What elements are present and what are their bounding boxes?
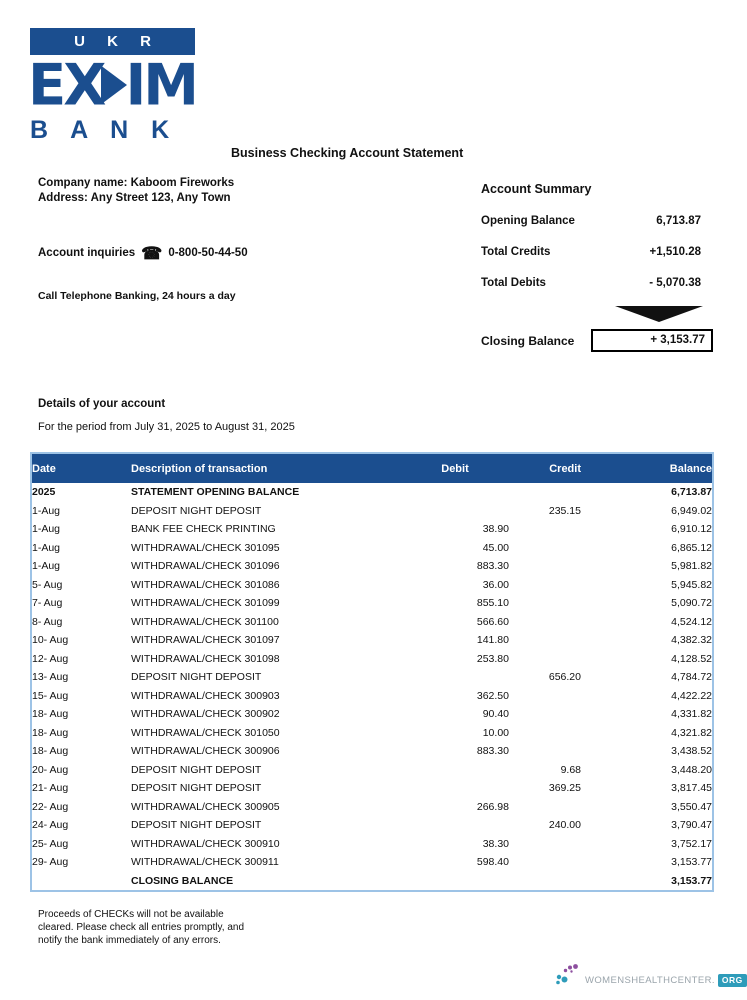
table-row [31,853,713,872]
summary-row-opening-balance [481,215,713,227]
cell-description: WITHDRAWAL/CHECK 301097 [131,631,401,650]
column-header-credit: Credit [509,453,581,483]
cell-date: 1-Aug [31,502,131,521]
cell-balance: 3,550.47 [581,798,713,817]
cell-credit [509,705,581,724]
page-title: Business Checking Account Statement [231,146,464,160]
logo-exim-wordmark [28,51,210,119]
closing-balance-value: + 3,153.77 [591,329,713,352]
table-row [31,613,713,632]
table-row [31,779,713,798]
summary-row-total-credits [481,246,713,258]
cell-date: 15- Aug [31,687,131,706]
logo-ukr-text: U K R [74,33,160,50]
cell-debit: 883.30 [401,557,509,576]
cell-balance: 5,945.82 [581,576,713,595]
summary-row-total-debits [481,277,713,289]
cell-credit: 369.25 [509,779,581,798]
cell-description: WITHDRAWAL/CHECK 301100 [131,613,401,632]
cell-debit: 45.00 [401,539,509,558]
cell-date: 13- Aug [31,668,131,687]
cell-description: STATEMENT OPENING BALANCE [131,483,401,502]
watermark-org-badge: ORG [718,974,747,987]
disclaimer-line: cleared. Please check all entries promptly, and [38,922,245,933]
table-row [31,668,713,687]
cell-debit [401,872,509,892]
table-row [31,650,713,669]
summary-value: +1,510.28 [649,246,701,258]
cell-date: 18- Aug [31,724,131,743]
cell-date: 1-Aug [31,520,131,539]
cell-balance: 4,784.72 [581,668,713,687]
table-row [31,594,713,613]
cell-description: CLOSING BALANCE [131,872,401,892]
cell-debit: 38.90 [401,520,509,539]
cell-credit [509,613,581,632]
cell-balance: 3,448.20 [581,761,713,780]
cell-date: 7- Aug [31,594,131,613]
logo-exim-right: IM [125,51,196,119]
cell-date: 22- Aug [31,798,131,817]
table-row [31,631,713,650]
cell-debit: 38.30 [401,835,509,854]
cell-description: WITHDRAWAL/CHECK 300905 [131,798,401,817]
column-header-balance: Balance [581,453,713,483]
table-row [31,576,713,595]
table-row [31,761,713,780]
cell-balance: 3,153.77 [581,872,713,892]
cell-credit [509,872,581,892]
cell-description: WITHDRAWAL/CHECK 300906 [131,742,401,761]
cell-credit: 9.68 [509,761,581,780]
cell-debit [401,761,509,780]
cell-debit: 36.00 [401,576,509,595]
cell-balance: 6,910.12 [581,520,713,539]
cell-description: WITHDRAWAL/CHECK 301098 [131,650,401,669]
watermark-dots-icon [556,964,582,986]
cell-credit [509,483,581,502]
cell-balance: 6,713.87 [581,483,713,502]
statement-period: For the period from July 31, 2025 to August 31, 2025 [38,421,295,433]
cell-description: DEPOSIT NIGHT DEPOSIT [131,502,401,521]
cell-credit: 235.15 [509,502,581,521]
column-header-debit: Debit [401,453,509,483]
cell-description: DEPOSIT NIGHT DEPOSIT [131,761,401,780]
footer-disclaimer [38,908,244,947]
cell-debit: 141.80 [401,631,509,650]
cell-date: 25- Aug [31,835,131,854]
cell-credit [509,576,581,595]
cell-date: 20- Aug [31,761,131,780]
cell-credit [509,650,581,669]
column-header-date: Date [31,453,131,483]
cell-description: DEPOSIT NIGHT DEPOSIT [131,668,401,687]
account-inquiries-line [38,243,248,263]
cell-debit [401,668,509,687]
cell-balance: 4,128.52 [581,650,713,669]
company-block [38,176,234,205]
account-summary-title: Account Summary [481,182,592,196]
cell-description: WITHDRAWAL/CHECK 300911 [131,853,401,872]
cell-description: WITHDRAWAL/CHECK 300910 [131,835,401,854]
summary-label: Total Debits [481,277,546,289]
cell-date: 18- Aug [31,705,131,724]
cell-date: 24- Aug [31,816,131,835]
cell-description: WITHDRAWAL/CHECK 301050 [131,724,401,743]
cell-credit [509,631,581,650]
cell-debit: 855.10 [401,594,509,613]
cell-description: WITHDRAWAL/CHECK 300903 [131,687,401,706]
cell-description: BANK FEE CHECK PRINTING [131,520,401,539]
cell-date: 10- Aug [31,631,131,650]
cell-balance: 4,382.32 [581,631,713,650]
cell-description: DEPOSIT NIGHT DEPOSIT [131,779,401,798]
cell-debit: 253.80 [401,650,509,669]
cell-date: 21- Aug [31,779,131,798]
cell-balance: 5,090.72 [581,594,713,613]
company-name: Company name: Kaboom Fireworks [38,177,235,189]
telephone-icon: ☎ [141,243,163,263]
table-row [31,502,713,521]
cell-balance: 3,438.52 [581,742,713,761]
cell-debit: 10.00 [401,724,509,743]
closing-balance-label: Closing Balance [481,333,575,348]
cell-date: 12- Aug [31,650,131,669]
cell-balance: 3,817.45 [581,779,713,798]
table-row [31,520,713,539]
table-row [31,742,713,761]
cell-balance: 4,422.22 [581,687,713,706]
cell-balance: 6,949.02 [581,502,713,521]
company-address: Address: Any Street 123, Any Town [38,191,231,204]
cell-credit [509,853,581,872]
cell-balance: 4,331.82 [581,705,713,724]
summary-value: - 5,070.38 [649,277,701,289]
cell-debit: 90.40 [401,705,509,724]
cell-credit [509,539,581,558]
cell-description: WITHDRAWAL/CHECK 301096 [131,557,401,576]
cell-credit [509,520,581,539]
cell-date [31,872,131,892]
logo-bank-text: B A N K [30,116,178,144]
closing-balance-row [481,329,713,352]
site-watermark [556,964,747,987]
bank-logo [30,28,210,145]
cell-date: 8- Aug [31,613,131,632]
cell-date: 18- Aug [31,742,131,761]
cell-balance: 3,752.17 [581,835,713,854]
table-row [31,872,713,892]
cell-date: 1-Aug [31,539,131,558]
table-header-row [31,453,713,483]
cell-debit: 598.40 [401,853,509,872]
disclaimer-line: notify the bank immediately of any errors. [38,935,221,946]
summary-label: Opening Balance [481,215,575,227]
logo-arrow-icon [101,66,127,105]
cell-debit: 266.98 [401,798,509,817]
cell-date: 29- Aug [31,853,131,872]
cell-credit [509,724,581,743]
inquiries-phone-number: 0-800-50-44-50 [168,247,248,259]
table-row [31,724,713,743]
telephone-banking-line: Call Telephone Banking, 24 hours a day [38,290,236,302]
table-row [31,557,713,576]
table-row [31,835,713,854]
cell-date: 1-Aug [31,557,131,576]
cell-balance: 6,865.12 [581,539,713,558]
cell-credit [509,594,581,613]
cell-debit: 362.50 [401,687,509,706]
cell-credit [509,687,581,706]
disclaimer-line: Proceeds of CHECKs will not be available [38,909,224,920]
cell-description: WITHDRAWAL/CHECK 301086 [131,576,401,595]
table-row [31,483,713,502]
cell-debit [401,483,509,502]
cell-credit: 656.20 [509,668,581,687]
cell-debit [401,779,509,798]
inquiries-label: Account inquiries [38,247,136,259]
cell-balance: 4,321.82 [581,724,713,743]
transactions-table [30,452,714,892]
cell-credit [509,835,581,854]
cell-debit [401,502,509,521]
cell-balance: 4,524.12 [581,613,713,632]
account-summary [481,182,713,362]
cell-debit: 566.60 [401,613,509,632]
cell-description: WITHDRAWAL/CHECK 300902 [131,705,401,724]
cell-description: WITHDRAWAL/CHECK 301095 [131,539,401,558]
watermark-text: WOMENSHEALTHCENTER. [585,975,715,986]
cell-description: DEPOSIT NIGHT DEPOSIT [131,816,401,835]
table-row [31,539,713,558]
details-heading: Details of your account [38,398,166,410]
cell-debit: 883.30 [401,742,509,761]
table-row [31,705,713,724]
cell-credit: 240.00 [509,816,581,835]
cell-credit [509,798,581,817]
table-row [31,798,713,817]
cell-description: WITHDRAWAL/CHECK 301099 [131,594,401,613]
table-row [31,687,713,706]
cell-date: 5- Aug [31,576,131,595]
cell-credit [509,557,581,576]
logo-exim-left: EX [28,51,104,119]
cell-credit [509,742,581,761]
table-row [31,816,713,835]
cell-date: 2025 [31,483,131,502]
cell-balance: 3,790.47 [581,816,713,835]
column-header-description: Description of transaction [131,453,401,483]
summary-value: 6,713.87 [656,215,701,227]
summary-label: Total Credits [481,246,551,258]
cell-balance: 5,981.82 [581,557,713,576]
cell-debit [401,816,509,835]
down-arrow-icon [615,306,703,322]
cell-balance: 3,153.77 [581,853,713,872]
